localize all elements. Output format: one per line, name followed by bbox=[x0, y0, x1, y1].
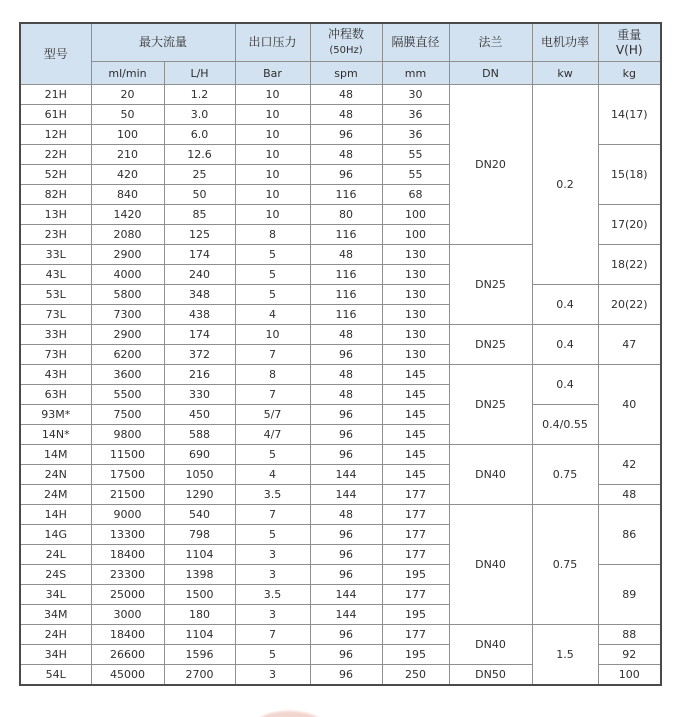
flow-lh-cell: 12.6 bbox=[164, 145, 235, 165]
flow-mlmin-cell: 3000 bbox=[91, 605, 164, 625]
strokes-cell: 48 bbox=[310, 85, 382, 105]
weight-cell: 86 bbox=[598, 505, 661, 565]
pressure-cell: 3.5 bbox=[235, 485, 310, 505]
power-cell: 0.75 bbox=[532, 505, 598, 625]
flow-mlmin-cell: 5800 bbox=[91, 285, 164, 305]
flow-lh-cell: 6.0 bbox=[164, 125, 235, 145]
logo-arc-decoration bbox=[258, 711, 320, 717]
flow-lh-cell: 174 bbox=[164, 325, 235, 345]
table-row bbox=[20, 405, 661, 425]
pressure-cell: 8 bbox=[235, 365, 310, 385]
diaphragm-cell: 145 bbox=[382, 385, 449, 405]
strokes-cell: 96 bbox=[310, 445, 382, 465]
diaphragm-cell: 145 bbox=[382, 365, 449, 385]
flow-lh-cell: 240 bbox=[164, 265, 235, 285]
power-cell: 0.4 bbox=[532, 285, 598, 325]
power-cell: 0.2 bbox=[532, 85, 598, 285]
pressure-cell: 7 bbox=[235, 505, 310, 525]
weight-cell: 88 bbox=[598, 625, 661, 645]
strokes-cell: 96 bbox=[310, 405, 382, 425]
diaphragm-cell: 177 bbox=[382, 625, 449, 645]
flow-mlmin-cell: 21500 bbox=[91, 485, 164, 505]
pump-spec-table bbox=[19, 22, 662, 686]
strokes-cell: 96 bbox=[310, 525, 382, 545]
pressure-cell: 5 bbox=[235, 265, 310, 285]
pressure-cell: 3 bbox=[235, 565, 310, 585]
flange-cell: DN20 bbox=[449, 85, 532, 245]
strokes-cell: 116 bbox=[310, 265, 382, 285]
flow-mlmin-cell: 100 bbox=[91, 125, 164, 145]
diaphragm-cell: 36 bbox=[382, 105, 449, 125]
diaphragm-cell: 145 bbox=[382, 465, 449, 485]
flow-mlmin-cell: 17500 bbox=[91, 465, 164, 485]
flow-lh-cell: 438 bbox=[164, 305, 235, 325]
pressure-cell: 10 bbox=[235, 205, 310, 225]
flow-lh-cell: 1500 bbox=[164, 585, 235, 605]
flow-lh-cell: 50 bbox=[164, 185, 235, 205]
table-row bbox=[20, 285, 661, 305]
diaphragm-cell: 145 bbox=[382, 445, 449, 465]
pressure-cell: 5/7 bbox=[235, 405, 310, 425]
strokes-cell: 96 bbox=[310, 645, 382, 665]
flow-mlmin-cell: 13300 bbox=[91, 525, 164, 545]
strokes-cell: 96 bbox=[310, 545, 382, 565]
model-cell: 24S bbox=[20, 565, 91, 585]
weight-cell: 47 bbox=[598, 325, 661, 365]
pressure-cell: 5 bbox=[235, 285, 310, 305]
strokes-cell: 116 bbox=[310, 225, 382, 245]
pressure-cell: 5 bbox=[235, 445, 310, 465]
model-cell: 14H bbox=[20, 505, 91, 525]
flow-mlmin-cell: 9800 bbox=[91, 425, 164, 445]
flange-cell: DN50 bbox=[449, 665, 532, 686]
table-row bbox=[20, 365, 661, 385]
pressure-cell: 10 bbox=[235, 105, 310, 125]
unit-mlmin: ml/min bbox=[91, 62, 164, 85]
unit-lh: L/H bbox=[164, 62, 235, 85]
model-cell: 82H bbox=[20, 185, 91, 205]
pressure-cell: 8 bbox=[235, 225, 310, 245]
flow-mlmin-cell: 26600 bbox=[91, 645, 164, 665]
pressure-cell: 5 bbox=[235, 525, 310, 545]
diaphragm-cell: 250 bbox=[382, 665, 449, 686]
diaphragm-cell: 145 bbox=[382, 425, 449, 445]
diaphragm-cell: 195 bbox=[382, 605, 449, 625]
model-cell: 24H bbox=[20, 625, 91, 645]
pressure-cell: 10 bbox=[235, 185, 310, 205]
flow-lh-cell: 1398 bbox=[164, 565, 235, 585]
flow-mlmin-cell: 420 bbox=[91, 165, 164, 185]
flow-mlmin-cell: 45000 bbox=[91, 665, 164, 686]
flow-mlmin-cell: 50 bbox=[91, 105, 164, 125]
strokes-cell: 116 bbox=[310, 305, 382, 325]
flow-mlmin-cell: 25000 bbox=[91, 585, 164, 605]
weight-cell: 42 bbox=[598, 445, 661, 485]
diaphragm-cell: 36 bbox=[382, 125, 449, 145]
flow-lh-cell: 450 bbox=[164, 405, 235, 425]
header-model: 型号 bbox=[20, 23, 91, 85]
header-flange: 法兰 bbox=[449, 23, 532, 62]
model-cell: 14G bbox=[20, 525, 91, 545]
strokes-cell: 48 bbox=[310, 365, 382, 385]
strokes-cell: 144 bbox=[310, 585, 382, 605]
pressure-cell: 7 bbox=[235, 345, 310, 365]
flow-lh-cell: 1104 bbox=[164, 625, 235, 645]
flow-mlmin-cell: 840 bbox=[91, 185, 164, 205]
diaphragm-cell: 177 bbox=[382, 585, 449, 605]
header-strokes bbox=[310, 23, 382, 62]
strokes-cell: 48 bbox=[310, 105, 382, 125]
strokes-cell: 116 bbox=[310, 185, 382, 205]
unit-bar: Bar bbox=[235, 62, 310, 85]
strokes-cell: 96 bbox=[310, 345, 382, 365]
pressure-cell: 4/7 bbox=[235, 425, 310, 445]
diaphragm-cell: 130 bbox=[382, 305, 449, 325]
diaphragm-cell: 177 bbox=[382, 505, 449, 525]
model-cell: 34L bbox=[20, 585, 91, 605]
pressure-cell: 5 bbox=[235, 245, 310, 265]
unit-kg: kg bbox=[598, 62, 661, 85]
header-outlet-pressure: 出口压力 bbox=[235, 23, 310, 62]
flow-lh-cell: 180 bbox=[164, 605, 235, 625]
unit-kw: kw bbox=[532, 62, 598, 85]
header-strokes-line1: 冲程数 bbox=[328, 27, 365, 42]
model-cell: 22H bbox=[20, 145, 91, 165]
diaphragm-cell: 177 bbox=[382, 485, 449, 505]
model-cell: 73L bbox=[20, 305, 91, 325]
weight-cell: 18(22) bbox=[598, 245, 661, 285]
flow-mlmin-cell: 3600 bbox=[91, 365, 164, 385]
diaphragm-cell: 130 bbox=[382, 265, 449, 285]
header-row-titles bbox=[20, 23, 661, 62]
flow-lh-cell: 1596 bbox=[164, 645, 235, 665]
pressure-cell: 4 bbox=[235, 305, 310, 325]
weight-cell: 40 bbox=[598, 365, 661, 445]
pressure-cell: 10 bbox=[235, 145, 310, 165]
strokes-cell: 96 bbox=[310, 665, 382, 686]
pressure-cell: 3 bbox=[235, 545, 310, 565]
power-cell: 0.4/0.55 bbox=[532, 405, 598, 445]
model-cell: 21H bbox=[20, 85, 91, 105]
diaphragm-cell: 55 bbox=[382, 165, 449, 185]
flow-lh-cell: 1.2 bbox=[164, 85, 235, 105]
model-cell: 54L bbox=[20, 665, 91, 686]
strokes-cell: 48 bbox=[310, 505, 382, 525]
strokes-cell: 80 bbox=[310, 205, 382, 225]
flow-lh-cell: 1104 bbox=[164, 545, 235, 565]
model-cell: 24M bbox=[20, 485, 91, 505]
strokes-cell: 96 bbox=[310, 125, 382, 145]
model-cell: 93M* bbox=[20, 405, 91, 425]
diaphragm-cell: 130 bbox=[382, 325, 449, 345]
flow-lh-cell: 125 bbox=[164, 225, 235, 245]
table-row bbox=[20, 625, 661, 645]
model-cell: 61H bbox=[20, 105, 91, 125]
table-body bbox=[20, 85, 661, 686]
diaphragm-cell: 177 bbox=[382, 545, 449, 565]
model-cell: 34H bbox=[20, 645, 91, 665]
flow-mlmin-cell: 20 bbox=[91, 85, 164, 105]
diaphragm-cell: 195 bbox=[382, 645, 449, 665]
pressure-cell: 10 bbox=[235, 85, 310, 105]
flow-mlmin-cell: 1420 bbox=[91, 205, 164, 225]
flow-lh-cell: 3.0 bbox=[164, 105, 235, 125]
strokes-cell: 96 bbox=[310, 565, 382, 585]
model-cell: 33L bbox=[20, 245, 91, 265]
flange-cell: DN40 bbox=[449, 625, 532, 665]
diaphragm-cell: 177 bbox=[382, 525, 449, 545]
flow-mlmin-cell: 6200 bbox=[91, 345, 164, 365]
model-cell: 23H bbox=[20, 225, 91, 245]
weight-cell: 100 bbox=[598, 665, 661, 686]
model-cell: 14M bbox=[20, 445, 91, 465]
header-row-units bbox=[20, 62, 661, 85]
table-row bbox=[20, 85, 661, 105]
model-cell: 43H bbox=[20, 365, 91, 385]
diaphragm-cell: 130 bbox=[382, 285, 449, 305]
flow-mlmin-cell: 2900 bbox=[91, 245, 164, 265]
strokes-cell: 48 bbox=[310, 325, 382, 345]
pressure-cell: 7 bbox=[235, 625, 310, 645]
strokes-cell: 96 bbox=[310, 425, 382, 445]
header-strokes-line2: (50Hz) bbox=[329, 45, 363, 57]
model-cell: 13H bbox=[20, 205, 91, 225]
weight-cell: 14(17) bbox=[598, 85, 661, 145]
pressure-cell: 5 bbox=[235, 645, 310, 665]
weight-cell: 17(20) bbox=[598, 205, 661, 245]
pressure-cell: 10 bbox=[235, 325, 310, 345]
flow-mlmin-cell: 2900 bbox=[91, 325, 164, 345]
flow-mlmin-cell: 2080 bbox=[91, 225, 164, 245]
flange-cell: DN25 bbox=[449, 245, 532, 325]
unit-dn: DN bbox=[449, 62, 532, 85]
flow-lh-cell: 85 bbox=[164, 205, 235, 225]
model-cell: 52H bbox=[20, 165, 91, 185]
power-cell: 0.75 bbox=[532, 445, 598, 505]
unit-mm: mm bbox=[382, 62, 449, 85]
model-cell: 43L bbox=[20, 265, 91, 285]
header-weight-line2: V(H) bbox=[615, 42, 643, 57]
diaphragm-cell: 30 bbox=[382, 85, 449, 105]
flange-cell: DN40 bbox=[449, 505, 532, 625]
flow-lh-cell: 540 bbox=[164, 505, 235, 525]
flow-lh-cell: 330 bbox=[164, 385, 235, 405]
flow-mlmin-cell: 4000 bbox=[91, 265, 164, 285]
weight-cell: 89 bbox=[598, 565, 661, 625]
table-row bbox=[20, 445, 661, 465]
flow-lh-cell: 798 bbox=[164, 525, 235, 545]
strokes-cell: 144 bbox=[310, 605, 382, 625]
pressure-cell: 3.5 bbox=[235, 585, 310, 605]
flow-mlmin-cell: 23300 bbox=[91, 565, 164, 585]
diaphragm-cell: 130 bbox=[382, 345, 449, 365]
flow-mlmin-cell: 5500 bbox=[91, 385, 164, 405]
power-cell: 0.4 bbox=[532, 365, 598, 405]
flow-mlmin-cell: 7300 bbox=[91, 305, 164, 325]
model-cell: 63H bbox=[20, 385, 91, 405]
flow-lh-cell: 588 bbox=[164, 425, 235, 445]
flange-cell: DN25 bbox=[449, 365, 532, 445]
pressure-cell: 10 bbox=[235, 165, 310, 185]
strokes-cell: 48 bbox=[310, 145, 382, 165]
model-cell: 34M bbox=[20, 605, 91, 625]
pressure-cell: 7 bbox=[235, 385, 310, 405]
diaphragm-cell: 130 bbox=[382, 245, 449, 265]
strokes-cell: 144 bbox=[310, 485, 382, 505]
model-cell: 33H bbox=[20, 325, 91, 345]
flow-mlmin-cell: 210 bbox=[91, 145, 164, 165]
flow-lh-cell: 1050 bbox=[164, 465, 235, 485]
strokes-cell: 96 bbox=[310, 625, 382, 645]
header-weight-line1: 重量 bbox=[617, 27, 642, 42]
strokes-cell: 96 bbox=[310, 165, 382, 185]
diaphragm-cell: 100 bbox=[382, 225, 449, 245]
weight-cell: 48 bbox=[598, 485, 661, 505]
flange-cell: DN25 bbox=[449, 325, 532, 365]
weight-cell: 92 bbox=[598, 645, 661, 665]
flow-mlmin-cell: 18400 bbox=[91, 545, 164, 565]
model-cell: 12H bbox=[20, 125, 91, 145]
header-max-flow: 最大流量 bbox=[91, 23, 235, 62]
flange-cell: DN40 bbox=[449, 445, 532, 505]
pressure-cell: 10 bbox=[235, 125, 310, 145]
header-weight bbox=[598, 23, 661, 62]
diaphragm-cell: 55 bbox=[382, 145, 449, 165]
model-cell: 24L bbox=[20, 545, 91, 565]
header-diaphragm: 隔膜直径 bbox=[382, 23, 449, 62]
flow-mlmin-cell: 7500 bbox=[91, 405, 164, 425]
flow-mlmin-cell: 9000 bbox=[91, 505, 164, 525]
diaphragm-cell: 68 bbox=[382, 185, 449, 205]
strokes-cell: 144 bbox=[310, 465, 382, 485]
weight-cell: 15(18) bbox=[598, 145, 661, 205]
power-cell: 0.4 bbox=[532, 325, 598, 365]
weight-cell: 20(22) bbox=[598, 285, 661, 325]
diaphragm-cell: 145 bbox=[382, 405, 449, 425]
unit-spm: spm bbox=[310, 62, 382, 85]
pressure-cell: 3 bbox=[235, 605, 310, 625]
flow-lh-cell: 174 bbox=[164, 245, 235, 265]
flow-lh-cell: 372 bbox=[164, 345, 235, 365]
flow-lh-cell: 1290 bbox=[164, 485, 235, 505]
strokes-cell: 48 bbox=[310, 245, 382, 265]
flow-lh-cell: 25 bbox=[164, 165, 235, 185]
table-row bbox=[20, 505, 661, 525]
diaphragm-cell: 100 bbox=[382, 205, 449, 225]
table-row bbox=[20, 325, 661, 345]
flow-lh-cell: 2700 bbox=[164, 665, 235, 686]
strokes-cell: 116 bbox=[310, 285, 382, 305]
model-cell: 53L bbox=[20, 285, 91, 305]
pressure-cell: 3 bbox=[235, 665, 310, 686]
power-cell: 1.5 bbox=[532, 625, 598, 686]
pressure-cell: 4 bbox=[235, 465, 310, 485]
flow-lh-cell: 216 bbox=[164, 365, 235, 385]
table-header bbox=[20, 23, 661, 85]
model-cell: 73H bbox=[20, 345, 91, 365]
flow-lh-cell: 690 bbox=[164, 445, 235, 465]
model-cell: 24N bbox=[20, 465, 91, 485]
header-motor-power: 电机功率 bbox=[532, 23, 598, 62]
flow-mlmin-cell: 18400 bbox=[91, 625, 164, 645]
diaphragm-cell: 195 bbox=[382, 565, 449, 585]
flow-mlmin-cell: 11500 bbox=[91, 445, 164, 465]
strokes-cell: 48 bbox=[310, 385, 382, 405]
flow-lh-cell: 348 bbox=[164, 285, 235, 305]
model-cell: 14N* bbox=[20, 425, 91, 445]
